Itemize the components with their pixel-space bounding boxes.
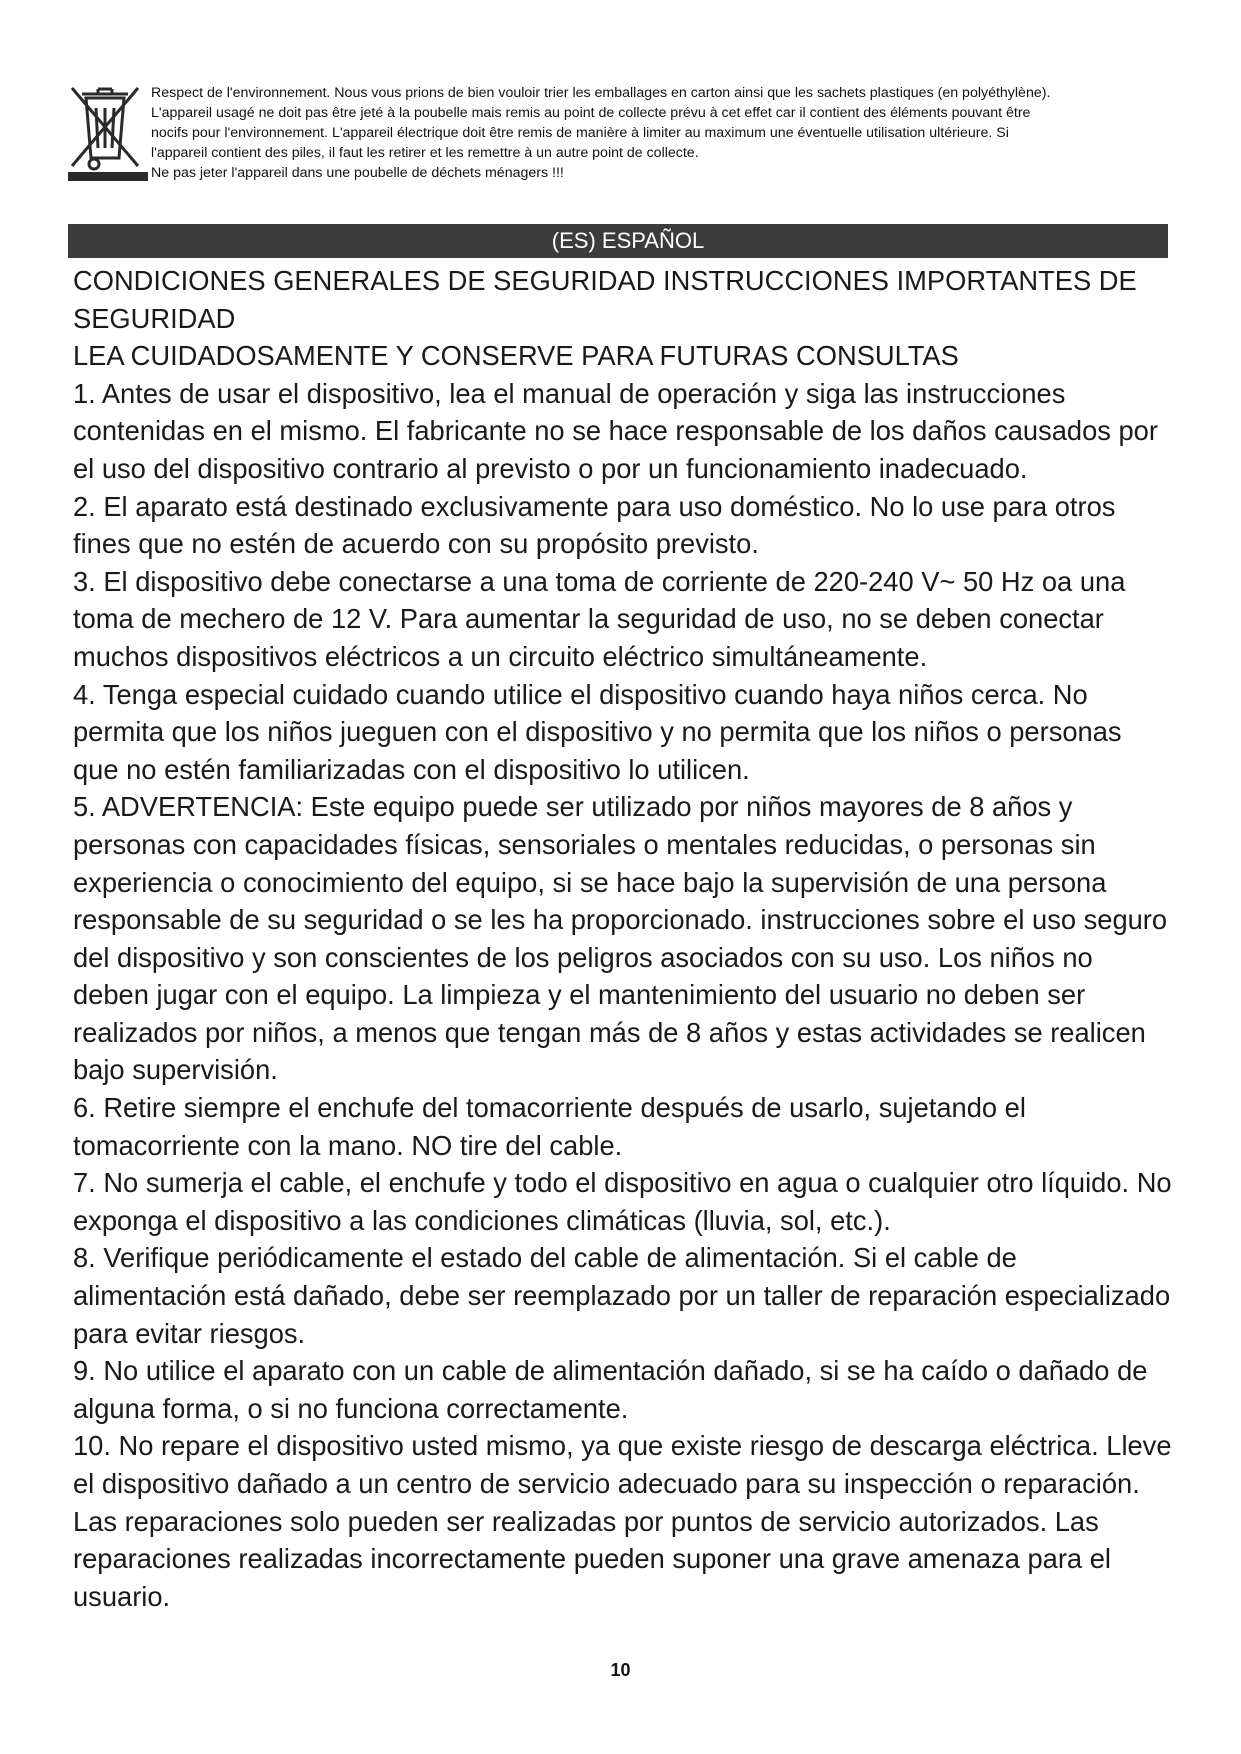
- environment-notice-line: l'appareil contient des piles, il faut les retirer et les remettre à un autre point de collecte.: [151, 145, 699, 161]
- instruction-line: 7. No sumerja el cable, el enchufe y todo el dispositivo en agua o cualquier otro líquido. No: [73, 1167, 1172, 1199]
- environment-notice-line: nocifs pour l'environnement. L'appareil électrique doit être remis de manière à limiter au maximum une éventuelle utilisation ultérieure. Si: [151, 125, 1009, 141]
- instruction-line: alguna forma, o si no funciona correctamente.: [73, 1392, 629, 1424]
- instruction-line: personas con capacidades físicas, sensoriales o mentales reducidas, o personas sin: [73, 828, 1096, 860]
- instruction-line: Las reparaciones solo pueden ser realizadas por puntos de servicio autorizados. Las: [73, 1505, 1099, 1537]
- instruction-line: 9. No utilice el aparato con un cable de alimentación dañado, si se ha caído o dañado de: [73, 1355, 1148, 1387]
- instruction-line: muchos dispositivos eléctricos a un circuito eléctrico simultáneamente.: [73, 640, 928, 672]
- instruction-line: 1. Antes de usar el dispositivo, lea el manual de operación y siga las instrucciones: [73, 377, 1066, 409]
- instruction-line: responsable de su seguridad o se les ha proporcionado. instrucciones sobre el uso seguro: [73, 904, 1168, 936]
- instruction-line: experiencia o conocimiento del equipo, si se hace bajo la supervisión de una persona: [73, 866, 1107, 898]
- instruction-line: bajo supervisión.: [73, 1054, 278, 1086]
- instruction-line: fines que no estén de acuerdo con su propósito previsto.: [73, 528, 759, 560]
- instruction-line: el dispositivo dañado a un centro de servicio adecuado para su inspección o reparación.: [73, 1468, 1140, 1499]
- instruction-line: alimentación está dañado, debe ser reemplazado por un taller de reparación especializado: [73, 1280, 1171, 1312]
- instruction-line: 6. Retire siempre el enchufe del tomacorriente después de usarlo, sujetando el: [73, 1092, 1026, 1124]
- environment-notice: [151, 83, 1181, 183]
- environment-notice-line: Ne pas jeter l'appareil dans une poubelle de déchets ménagers !!!: [151, 165, 564, 181]
- instruction-line: deben jugar con el equipo. La limpieza y el mantenimiento del usuario no deben ser: [73, 979, 1086, 1011]
- instruction-line: 8. Verifique periódicamente el estado del cable de alimentación. Si el cable de: [73, 1242, 1017, 1274]
- instruction-line: 10. No repare el dispositivo usted mismo, ya que existe riesgo de descarga eléctrica. Lleve: [73, 1430, 1172, 1462]
- instruction-line: exponga el dispositivo a las condiciones climáticas (lluvia, sol, etc.).: [73, 1204, 891, 1236]
- language-section-header: [68, 224, 1168, 258]
- instruction-line: contenidas en el mismo. El fabricante no se hace responsable de los daños causados por: [73, 415, 1158, 447]
- instruction-line: 3. El dispositivo debe conectarse a una toma de corriente de 220-240 V~ 50 Hz oa una: [73, 565, 1126, 597]
- instruction-line: usuario.: [73, 1580, 171, 1612]
- language-label: (ES) ESPAÑOL: [551, 228, 705, 253]
- instruction-line: el uso del dispositivo contrario al previsto o por un funcionamiento inadecuado.: [73, 452, 1028, 484]
- environment-notice-line: Respect de l'environnement. Nous vous prions de bien vouloir trier les emballages en carton ainsi que les sachets plastiques (en polyéthylène).: [151, 85, 1051, 101]
- page-number: 10: [610, 1660, 631, 1680]
- instruction-line: tomacorriente con la mano. NO tire del cable.: [73, 1129, 623, 1161]
- instruction-line: 2. El aparato está destinado exclusivamente para uso doméstico. No lo use para otros: [73, 490, 1116, 522]
- instruction-line: del dispositivo y son conscientes de los peligros asociados con su uso. Los niños no: [73, 941, 1093, 973]
- heading-line: SEGURIDAD: [73, 302, 236, 334]
- instruction-line: toma de mechero de 12 V. Para aumentar la seguridad de uso, no se deben conectar: [73, 603, 1104, 635]
- instruction-line: 4. Tenga especial cuidado cuando utilice el dispositivo cuando haya niños cerca. No: [73, 678, 1088, 710]
- instruction-line: para evitar riesgos.: [73, 1317, 306, 1349]
- instruction-line: reparaciones realizadas incorrectamente pueden suponer una grave amenaza para el: [73, 1543, 1111, 1575]
- heading-line: LEA CUIDADOSAMENTE Y CONSERVE PARA FUTURAS CONSULTAS: [73, 340, 959, 372]
- instruction-line: realizados por niños, a menos que tengan más de 8 años y estas actividades se realicen: [73, 1016, 1146, 1048]
- instruction-line: permita que los niños jueguen con el dispositivo y no permita que los niños o personas: [73, 716, 1122, 748]
- safety-instructions: [73, 262, 1173, 1615]
- environment-notice-line: L'appareil usagé ne doit pas être jeté à la poubelle mais remis au point de collecte prévu à cet effet car il contient des éléments pouvant être: [151, 105, 1031, 121]
- instruction-line: que no estén familiarizadas con el dispositivo lo utilicen.: [73, 753, 750, 785]
- instruction-line: 5. ADVERTENCIA: Este equipo puede ser utilizado por niños mayores de 8 años y: [73, 791, 1073, 823]
- heading-line: CONDICIONES GENERALES DE SEGURIDAD INSTRUCCIONES IMPORTANTES DE: [73, 265, 1137, 296]
- crossed-out-wheelie-bin-icon: [68, 84, 150, 184]
